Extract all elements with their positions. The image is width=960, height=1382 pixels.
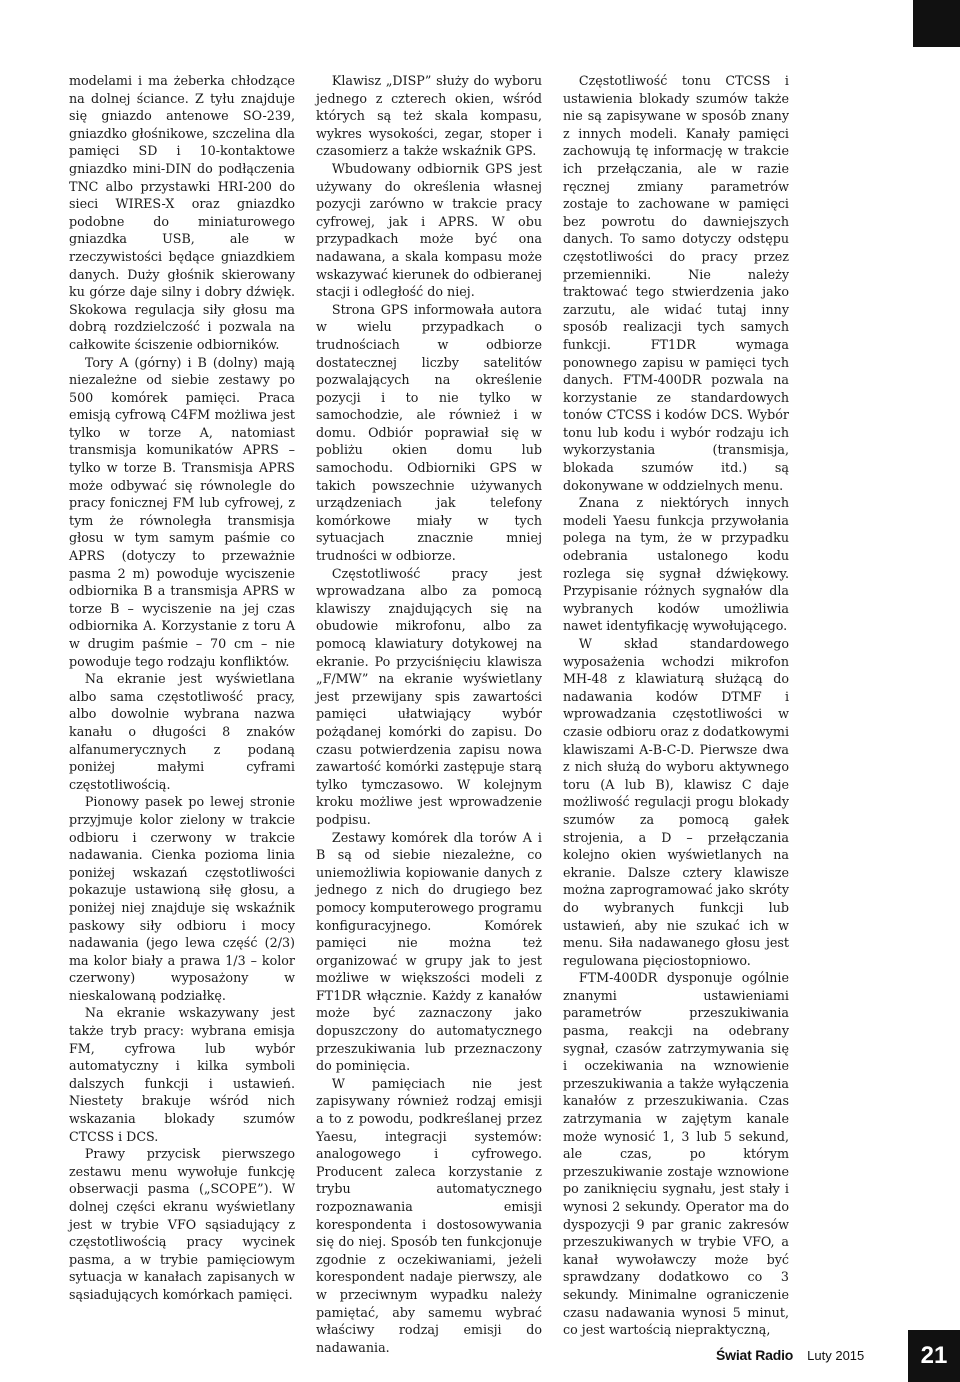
issue-date: Luty 2015 (807, 1348, 865, 1363)
paragraph: Częstotliwość pracy jest wprowadzana albo za pomocą klawiszy znajdujących się na obudowie mikrofonu, albo za pomocą klawiatury dotykowej na ekranie. Po przyciśnięciu klawisza „F/MW” na ekranie wyświetlany jest przewijany spis zawartości pamięci ułatwiający wybór pożądanej komórki do zapisu. Do czasu potwierdzenia zapisu nowa zawartość komórki zastępuje starą tylko tymczasowo. W kolejnym kroku możliwe jest wprowadzenie podpisu. (316, 565, 542, 827)
paragraph: Na ekranie wskazywany jest także tryb pracy: wybrana emisja FM, cyfrowa lub wybór automatyczny i kilka symboli dalszych funkcji i ustawień. Niestety brakuje wśród nich wskazania blokady szumów CTCSS i DCS. (69, 1005, 295, 1144)
page-number: 21 (908, 1330, 960, 1382)
paragraph: W skład standardowego wyposażenia wchodzi mikrofon MH-48 z klawiaturą służącą do nadawania kodów DTMF i wprowadzania częstotliwości w czasie odbioru oraz z dodatkowymi klawiszami A-B-C-D. Pierwsze dwa z nich służą do wyboru aktywnego toru (A lub B), klawisz C daje możliwość regulacji progu blokady szumów za pomocą gałek strojenia, a D – przełączania kolejno okien wyświetlanych na ekranie. Dalsze cztery klawisze można zaprogramować jako skróty do wybranych funkcji lub ustawień, aby nie szukać ich w menu. Siła nadawanego głosu jest regulowana pięciostopniowo. (563, 636, 790, 968)
paragraph: Wbudowany odbiornik GPS jest używany do określenia własnej pozycji zarówno w trakcie pracy cyfrowej, jak i APRS. W obu przypadkach może być ona nadawana, a skala kompasu może wskazywać kierunek do odbieranej stacji i odległość do niej. (316, 160, 542, 300)
paragraph: FTM-400DR dysponuje ogólnie znanymi ustawieniami parametrów przeszukiwania pasma, reakcji na odebrany sygnał, czasów zatrzymywania się i oczekiwania na wznowienie przeszukiwania a także wyłączenia kanałów z przeszukiwania. Czas zatrzymania w zajętym kanale może wynosić 1, 3 lub 5 sekund, ale czas, po którym przeszukiwanie zostaje wznowione po zaniknięciu sygnału, jest stały i wynosi 2 sekundy. Operator ma do dyspozycji 9 par granic zakresów przeszukiwanych w trybie VFO, a kanał wywoławczy może być sprawdzany dodatkowo co 3 sekundy. Minimalne ograniczenie czasu nadawania wynosi 5 minut, co jest wartością niepraktyczną, (563, 970, 789, 1338)
paragraph: Na ekranie jest wyświetlana albo sama częstotliwość pracy, albo dowolnie wybrana nazwa kanału o długości 8 znaków alfanumerycznych z podaną poniżej małymi cyframi częstotliwością. (69, 671, 295, 792)
corner-marker (913, 0, 960, 47)
magazine-name: Świat Radio (716, 1347, 794, 1363)
paragraph: Znana z niektórych innych modeli Yaesu funkcja przywołania polega na tym, że w przypadku odebrania ustalonego kodu rozlega się sygnał dźwiękowy. Przypisanie różnych sygnałów dla wybranych kodów umożliwia nawet identyfikację wywołującego. (563, 495, 789, 634)
paragraph: Pionowy pasek po lewej stronie przyjmuje kolor zielony w trakcie odbioru i czerwony w trakcie nadawania. Cienka pozioma linia poniżej wskazań częstotliwości pokazuje ustawioną siłę głosu, a poniżej niej znajduje się wskaźnik paskowy siły odbioru i mocy nadawania (jego lewa część (2/3) ma kolor biały a prawa 1/3 – kolor czerwony) wyposażony w nieskalowaną podziałkę. (69, 794, 295, 1003)
paragraph: modelami i ma żeberka chłodzące na dolnej ściance. Z tyłu znajduje się gniazdo antenowe SO-239, gniazdko głośnikowe, szczelina dla pamięci SD i 10-kontaktowe gniazdko mini-DIN do podłączenia TNC albo przystawki HRI-200 do sieci WIRES-X oraz gniazdko podobne do miniaturowego gniazdka USB, ale w rzeczywistości będące gniazdkiem danych. Duży głośnik skierowany ku górze daje silny i dobry dźwięk. Skokowa regulacja siły głosu ma dobrą rozdzielczość i pozwala na całkowite ściszenie odbiorników. (69, 73, 295, 352)
paragraph: Klawisz „DISP” służy do wyboru jednego z czterech okien, wśród których są też skala kompasu, wykres wysokości, zegar, stoper i czasomierz a także wskaźnik GPS. (316, 73, 542, 159)
paragraph: Strona GPS informowała autora w wielu przypadkach o trudnościach w odbiorze dostatecznej liczby satelitów pozwalających na określenie pozycji i to nie tylko w samochodzie, ale również i w domu. Odbiór poprawiał się w pobliżu okien domu lub samochodu. Odbiorniki GPS w takich powszechnie używanych urządzeniach jak telefony komórkowe miały w tych sytuacjach znacznie mniej trudności w odbiorze. (316, 301, 542, 564)
paragraph: Prawy przycisk pierwszego zestawu menu wywołuje funkcję obserwacji pasma („SCOPE”). W dolnej części ekranu wyświetlany jest w trybie VFO sąsiadujący z częstotliwością pracy wycinek pasma, a w trybie pamięciowym sytuacja w kanałach zapisanych w sąsiadujących komórkach pamięci. (69, 1146, 295, 1302)
article-column-1 (69, 72, 295, 1304)
paragraph: Zestawy komórek dla torów A i B są od siebie niezależne, co uniemożliwia kopiowanie danych z jednego z nich do drugiego bez pomocy komputerowego programu konfiguracyjnego. Komórek pamięci nie można też organizować w grupy jak to jest możliwe w większości modeli z FT1DR włącznie. Każdy z kanałów może być zaznaczony jako dopuszczony do automatycznego przeszukiwania lub przeznaczony do pominięcia. (316, 829, 542, 1074)
paragraph: Tory A (górny) i B (dolny) mają niezależne od siebie zestawy po 500 komórek pamięci. Praca emisją cyfrową C4FM możliwa jest tylko w torze A, natomiast transmisja komunikatów APRS – tylko w torze B. Transmisja APRS może odbywać się równolegle do pracy fonicznej FM lub cyfrowej, z tym że równoległa transmisja głosu w tym samym paśmie co APRS (dotyczy to przeważnie pasma 2 m) powoduje wyciszenie odbiornika B a transmisja APRS w torze B – wyciszenie na jej czas odbiornika A. Korzystanie z toru A w drugim paśmie – 70 cm – nie powoduje tego rodzaju konfliktów. (69, 354, 295, 669)
article-column-2 (316, 72, 542, 1356)
page-footer (716, 1347, 864, 1363)
paragraph: Częstotliwość tonu CTCSS i ustawienia blokady szumów także nie są zapisywane w sposób znany z innych modeli. Kanały pamięci zachowują tę informację w trakcie ich przełączania, ale w razie ręcznej zmiany parametrów zostaje to zachowane w pamięci bez powrotu do dawniejszych danych. To samo dotyczy odstępu częstotliwości do pracy przez przemienniki. Nie należy traktować tego stwierdzenia jako zarzutu, ale widać tutaj inny sposób realizacji tych samych funkcji. FT1DR wymaga ponownego zapisu w pamięci tych danych. FTM-400DR pozwala na korzystanie ze standardowych tonów CTCSS i kodów DCS. Wybór tonu lub kodu i wybór rodzaju ich wykorzystania (transmisja, blokada szumów itd.) są dokonywane w oddzielnych menu. (563, 73, 789, 493)
article-column-3 (563, 72, 789, 1339)
paragraph: W pamięciach nie jest zapisywany również rodzaj emisji a to z powodu, podkreślanej przez Yaesu, integracji systemów: analogowego i cyfrowego. Producent zaleca korzystanie z trybu automatycznego rozpoznawania emisji korespondenta i dostosowywania się do niej. Sposób ten funkcjonuje zgodnie z oczekiwaniami, jeżeli korespondent nadaje pierwszy, ale w przeciwnym wypadku należy pamiętać, aby samemu wybrać właściwy rodzaj emisji do nadawania. (316, 1075, 542, 1355)
